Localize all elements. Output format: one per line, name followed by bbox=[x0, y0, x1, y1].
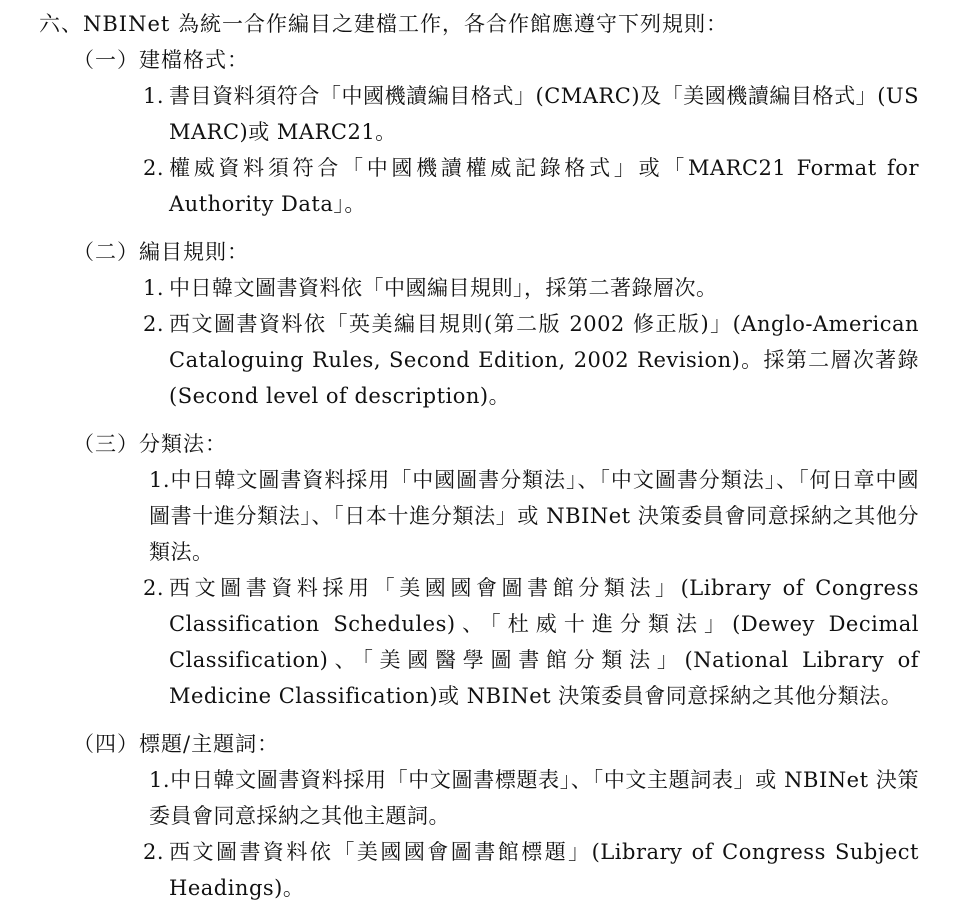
section-items bbox=[39, 462, 919, 714]
section-items bbox=[39, 270, 919, 414]
item-number: 2. bbox=[143, 312, 165, 336]
list-item bbox=[149, 762, 919, 834]
list-item bbox=[143, 78, 919, 150]
item-text: 西文圖書資料依「美國國會圖書館標題」(Library of Congress Subject Headings)。 bbox=[169, 840, 919, 900]
section-cataloging-rules bbox=[39, 234, 919, 414]
item-text: 西文圖書資料採用「美國國會圖書館分類法」(Library of Congress Classification Schedules)、「杜威十進分類法」(Dewey Decimal Classification)、「美國醫學圖書館分類法」(National Library of Medicine Classification)或 NBINet 決策委員會同意採納之其他分類法。 bbox=[169, 576, 919, 708]
list-item bbox=[143, 570, 919, 714]
section-items bbox=[39, 78, 919, 222]
item-text: 中日韓文圖書資料依「中國編目規則」，採第二著錄層次。 bbox=[169, 276, 718, 300]
item-text: 西文圖書資料依「英美編目規則(第二版 2002 修正版)」(Anglo-American Cataloguing Rules, Second Edition, 2002 Revision)。採第二層次著錄 (Second level of description)。 bbox=[169, 312, 919, 408]
section-heading: （二）編目規則： bbox=[73, 240, 249, 264]
section-classification bbox=[39, 426, 919, 714]
item-text: 書目資料須符合「中國機讀編目格式」(CMARC)及「美國機讀編目格式」(US MARC)或 MARC21。 bbox=[169, 84, 919, 144]
item-text: 權威資料須符合「中國機讀權威記錄格式」或「MARC21 Format for Authority Data」。 bbox=[169, 156, 919, 216]
item-number: 1. bbox=[143, 84, 165, 108]
section-heading: （三）分類法： bbox=[73, 432, 227, 456]
item-number: 1. bbox=[143, 276, 165, 300]
section-heading: （一）建檔格式： bbox=[73, 48, 249, 72]
list-item bbox=[143, 834, 919, 906]
section-subject-headings bbox=[39, 726, 919, 906]
list-item bbox=[143, 306, 919, 414]
item-text: 中日韓文圖書資料採用「中文圖書標題表」、「中文主題詞表」或 NBINet 決策委員會同意採納之其他主題詞。 bbox=[149, 768, 919, 828]
item-number: 2. bbox=[143, 576, 165, 600]
section-items bbox=[39, 762, 919, 906]
item-text: 中日韓文圖書資料採用「中國圖書分類法」、「中文圖書分類法」、「何日章中國圖書十進分類法」、「日本十進分類法」或 NBINet 決策委員會同意採納之其他分類法。 bbox=[149, 468, 919, 564]
section-heading: （四）標題/主題詞： bbox=[73, 732, 280, 756]
section-format bbox=[39, 42, 919, 222]
main-heading: 六、NBINet 為統一合作編目之建檔工作，各合作館應遵守下列規則： bbox=[39, 12, 729, 36]
item-number: 2. bbox=[143, 156, 165, 180]
list-item bbox=[143, 150, 919, 222]
item-number: 2. bbox=[143, 840, 165, 864]
list-item bbox=[143, 270, 919, 306]
item-number: 1. bbox=[149, 468, 171, 492]
item-number: 1. bbox=[149, 768, 171, 792]
list-item bbox=[149, 462, 919, 570]
